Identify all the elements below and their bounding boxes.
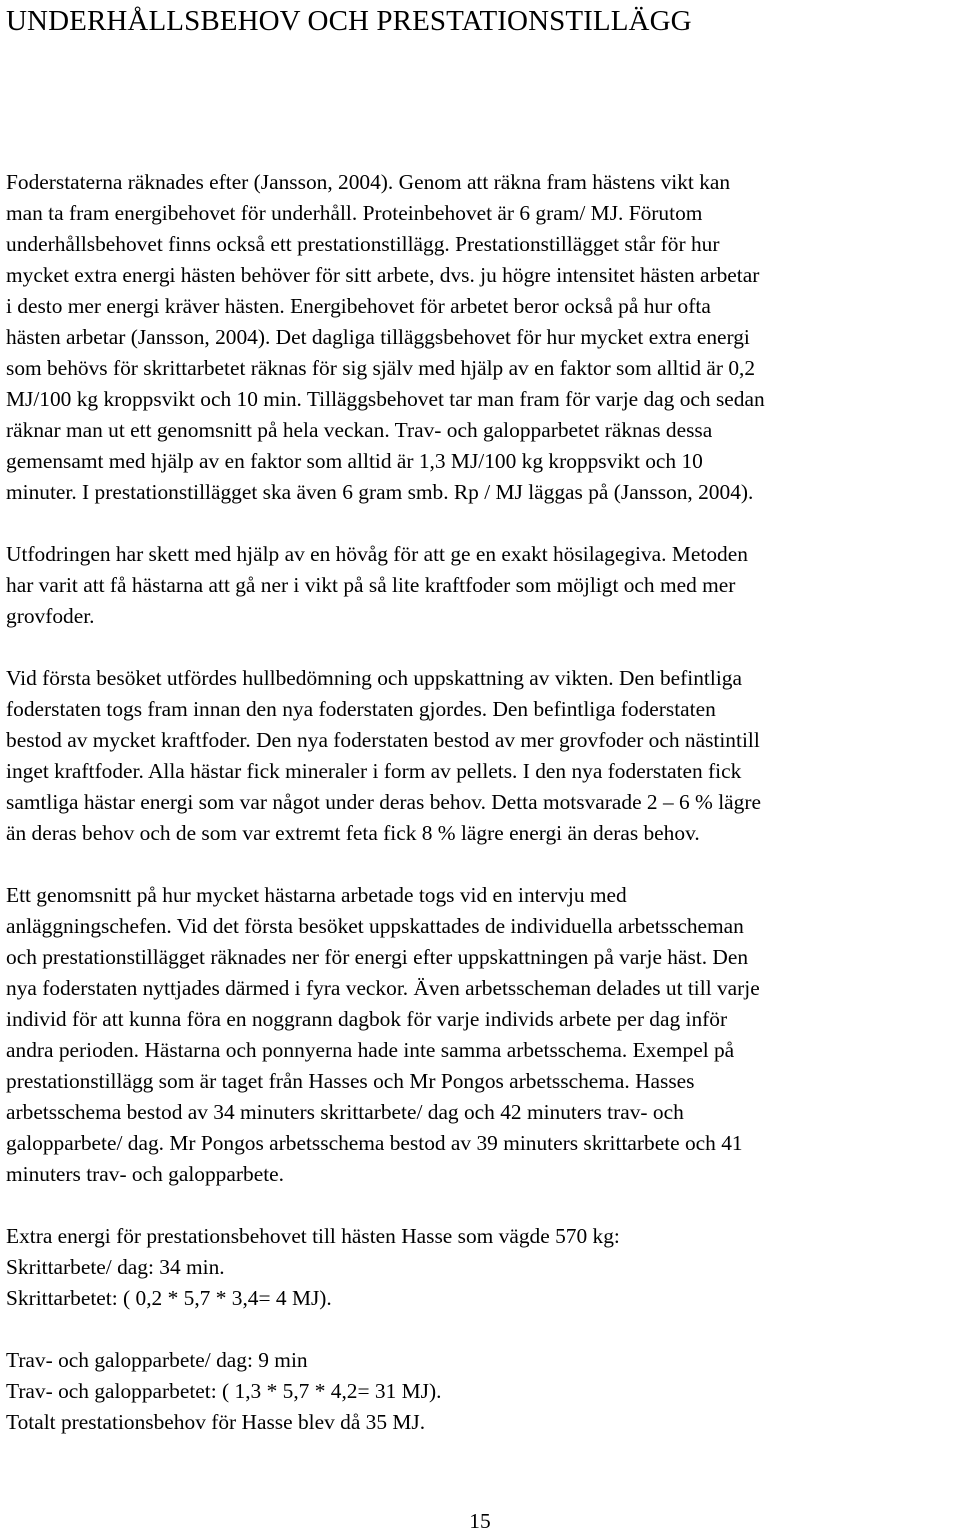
paragraph: [6, 167, 958, 508]
text-line: underhållsbehovet finns också ett prestationstillägg. Prestationstillägget står för hur: [6, 232, 720, 256]
text-line: Trav- och galopparbete/ dag: 9 min: [6, 1348, 308, 1372]
text-line: räknar man ut ett genomsnitt på hela veckan. Trav- och galopparbetet räknas dessa: [6, 418, 713, 442]
text-line: anläggningschefen. Vid det första besöket uppskattades de individuella arbetsscheman: [6, 914, 744, 938]
text-line: inget kraftfoder. Alla hästar fick mineraler i form av pellets. I den nya foderstaten fick: [6, 759, 742, 783]
text-line: galopparbete/ dag. Mr Pongos arbetsschema bestod av 39 minuters skrittarbete och 41: [6, 1131, 743, 1155]
text-line: nya foderstaten nyttjades därmed i fyra veckor. Även arbetsscheman delades ut till varje: [6, 976, 760, 1000]
text-line: individ för att kunna föra en noggrann dagbok för varje individs arbete per dag inför: [6, 1007, 728, 1031]
text-line: som behövs för skrittarbetet räknas för sig själv med hjälp av en faktor som alltid är 0,2: [6, 356, 756, 380]
paragraph: [6, 663, 958, 849]
body-text: [6, 167, 958, 1438]
text-line: minuters trav- och galopparbete.: [6, 1162, 284, 1186]
text-line: arbetsschema bestod av 34 minuters skrittarbete/ dag och 42 minuters trav- och: [6, 1100, 684, 1124]
text-line: gemensamt med hjälp av en faktor som alltid är 1,3 MJ/100 kg kroppsvikt och 10: [6, 449, 703, 473]
text-line: andra perioden. Hästarna och ponnyerna hade inte samma arbetsschema. Exempel på: [6, 1038, 735, 1062]
text-line: mycket extra energi hästen behöver för sitt arbete, dvs. ju högre intensitet hästen arbetar: [6, 263, 760, 287]
text-line: än deras behov och de som var extremt feta fick 8 % lägre energi än deras behov.: [6, 821, 700, 845]
text-line: Totalt prestationsbehov för Hasse blev då 35 MJ.: [6, 1410, 426, 1434]
text-line: minuter. I prestationstillägget ska även 6 gram smb. Rp / MJ läggas på (Jansson, 2004).: [6, 480, 754, 504]
paragraph: [6, 880, 958, 1190]
text-line: i desto mer energi kräver hästen. Energibehovet för arbetet beror också på hur ofta: [6, 294, 711, 318]
paragraph: [6, 1345, 958, 1438]
text-line: hästen arbetar (Jansson, 2004). Det dagliga tilläggsbehovet för hur mycket extra energi: [6, 325, 750, 349]
paragraph: [6, 1221, 958, 1314]
text-line: grovfoder.: [6, 604, 95, 628]
text-line: prestationstillägg som är taget från Hasses och Mr Pongos arbetsschema. Hasses: [6, 1069, 695, 1093]
text-line: Skrittarbetet: ( 0,2 * 5,7 * 3,4= 4 MJ).: [6, 1286, 332, 1310]
text-line: Ett genomsnitt på hur mycket hästarna arbetade togs vid en intervju med: [6, 883, 627, 907]
text-line: har varit att få hästarna att gå ner i vikt på så lite kraftfoder som möjligt och med mer: [6, 573, 736, 597]
text-line: bestod av mycket kraftfoder. Den nya foderstaten bestod av mer grovfoder och nästintill: [6, 728, 760, 752]
text-line: MJ/100 kg kroppsvikt och 10 min. Tilläggsbehovet tar man fram för varje dag och sedan: [6, 387, 765, 411]
text-line: Vid första besöket utfördes hullbedömning och uppskattning av vikten. Den befintliga: [6, 666, 742, 690]
text-line: och prestationstillägget räknades ner för energi efter uppskattningen på varje häst. Den: [6, 945, 749, 969]
text-line: Skrittarbete/ dag: 34 min.: [6, 1255, 225, 1279]
text-line: foderstaten togs fram innan den nya foderstaten gjordes. Den befintliga foderstaten: [6, 697, 716, 721]
page-number: 15: [469, 1509, 491, 1533]
text-line: Extra energi för prestationsbehovet till hästen Hasse som vägde 570 kg:: [6, 1224, 620, 1248]
paragraph: [6, 539, 958, 632]
text-line: Foderstaterna räknades efter (Jansson, 2004). Genom att räkna fram hästens vikt kan: [6, 170, 731, 194]
text-line: samtliga hästar energi som var något under deras behov. Detta motsvarade 2 – 6 % lägre: [6, 790, 761, 814]
text-line: Trav- och galopparbetet: ( 1,3 * 5,7 * 4,2= 31 MJ).: [6, 1379, 442, 1403]
text-line: Utfodringen har skett med hjälp av en hövåg för att ge en exakt hösilagegiva. Metoden: [6, 542, 748, 566]
section-heading: UNDERHÅLLSBEHOV OCH PRESTATIONSTILLÄGG: [6, 5, 692, 37]
text-line: man ta fram energibehovet för underhåll. Proteinbehovet är 6 gram/ MJ. Förutom: [6, 201, 703, 225]
